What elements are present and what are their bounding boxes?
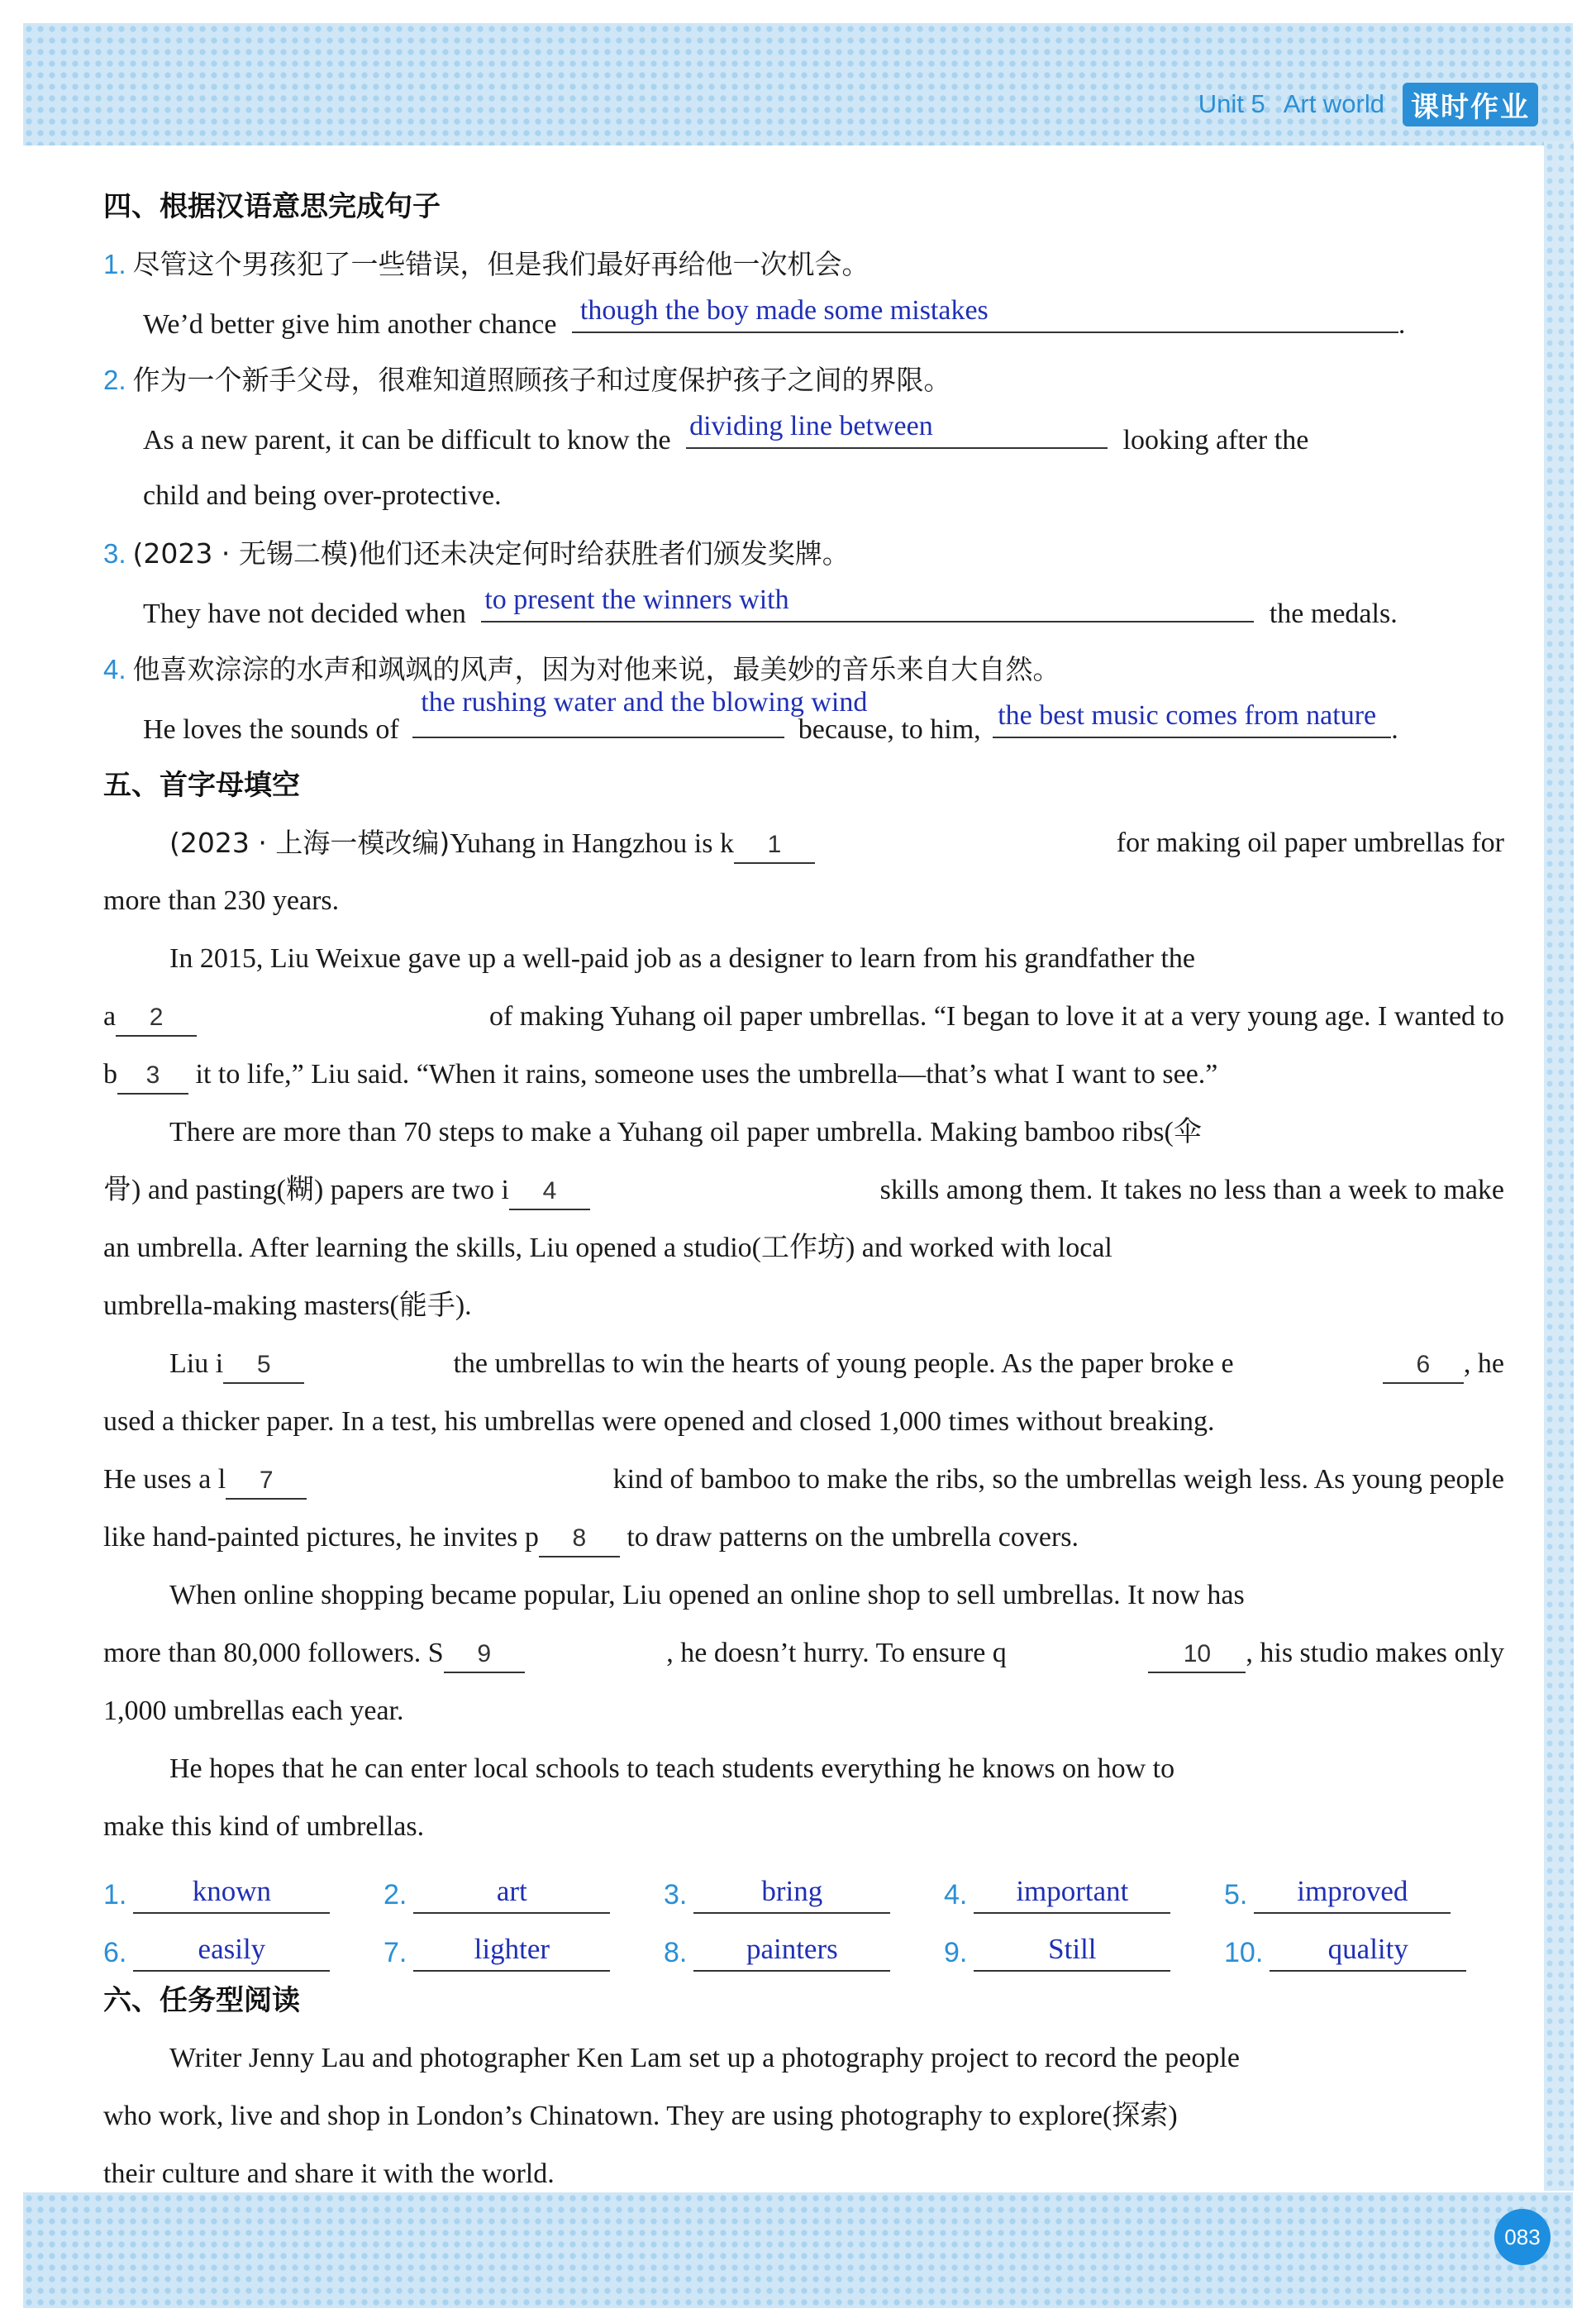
p4-line3: He uses a l 7 kind of bamboo to make the ribs, so the umbrellas weigh less. As young people [103, 1451, 1504, 1509]
q4-chinese: 4. 他喜欢淙淙的水声和飒飒的风声，因为对他来说，最美妙的音乐来自大自然。 [103, 653, 1060, 685]
p1-line2: more than 230 years. [103, 885, 340, 916]
q4-english: He loves the sounds of the rushing water and the blowing wind because, to him, the best music comes from nature . [143, 687, 1398, 745]
bottom-dotted-border [23, 2192, 1573, 2308]
p2-line3: b 3 it to life,” Liu said. “When it rains, someone uses the umbrella—that’s what I want to see.” [103, 1046, 1504, 1104]
answer-cell-10: 10. quality [1224, 1929, 1504, 1972]
q3-answer-blank[interactable] [481, 583, 1254, 622]
answer-cell-2: 2. art [384, 1871, 664, 1914]
answer-cell-7: 7. lighter [384, 1929, 664, 1972]
s6-line2: who work, live and shop in London’s Chinatown. They are using photography to explore(探索) [103, 2101, 1178, 2131]
answer-cell-9: 9. Still [944, 1929, 1224, 1972]
p4-line2: used a thicker paper. In a test, his umbrellas were opened and closed 1,000 times without breaking. [103, 1406, 1215, 1437]
answer-2[interactable]: art [413, 1871, 610, 1914]
brand-logo: 课时作业 [1403, 83, 1538, 126]
q4-answer-2: the best music comes from nature [998, 700, 1377, 731]
answer-row-2 [103, 1914, 1504, 1972]
answer-cell-3: 3. bring [664, 1871, 944, 1914]
answer-3[interactable]: bring [693, 1871, 890, 1914]
answer-6[interactable]: easily [133, 1929, 330, 1972]
q3-answer: to present the winners with [484, 584, 789, 615]
page-content [103, 178, 1504, 2203]
answer-row-1 [103, 1856, 1504, 1914]
answer-cell-8: 8. painters [664, 1929, 944, 1972]
q4-answer-1: the rushing water and the blowing wind [421, 687, 868, 718]
q2-answer-blank[interactable] [686, 409, 1108, 449]
answer-cell-5: 5. improved [1224, 1871, 1504, 1914]
blank-4[interactable]: 4 [509, 1172, 590, 1210]
q3-chinese: 3. (2023 · 无锡二模)他们还未决定何时给获胜者们颁发奖牌。 [103, 537, 850, 570]
s6-line3: their culture and share it with the world. [103, 2158, 555, 2189]
page-header [1198, 81, 1538, 127]
blank-1[interactable]: 1 [734, 826, 815, 864]
answer-5[interactable]: improved [1254, 1871, 1451, 1914]
p6-line1: He hopes that he can enter local schools to teach students everything he knows on how to [169, 1753, 1175, 1784]
answer-7[interactable]: lighter [413, 1929, 610, 1972]
s6-line1: Writer Jenny Lau and photographer Ken Lam set up a photography project to record the people [169, 2043, 1240, 2073]
q4-answer-blank-1[interactable] [412, 687, 868, 738]
q2-english-cont: child and being over-protective. [143, 480, 502, 511]
q1-answer: though the boy made some mistakes [579, 295, 989, 326]
q3-english: They have not decided when to present the winners with the medals. [143, 584, 1398, 629]
p4-line1: Liu i 5 the umbrellas to win the hearts of young people. As the paper broke e 6 , he [103, 1335, 1504, 1393]
q2-english: As a new parent, it can be difficult to know the dividing line between looking after the [143, 411, 1309, 456]
p3-line4: umbrella-making masters(能手). [103, 1290, 472, 1321]
section-4-title: 四、根据汉语意思完成句子 [103, 190, 441, 223]
page-number: 083 [1494, 2209, 1551, 2265]
answer-4[interactable]: important [974, 1871, 1170, 1914]
p3-line3: an umbrella. After learning the skills, Liu opened a studio(工作坊) and worked with local [103, 1233, 1112, 1263]
p6-line2: make this kind of umbrellas. [103, 1811, 425, 1842]
section-6-title: 六、任务型阅读 [103, 1984, 300, 2017]
blank-10[interactable]: 10 [1148, 1635, 1246, 1673]
unit-label: Unit 5 [1198, 89, 1265, 118]
answer-8[interactable]: painters [693, 1929, 890, 1972]
section-5-title: 五、首字母填空 [103, 769, 300, 802]
q2-chinese: 2. 作为一个新手父母，很难知道照顾孩子和过度保护孩子之间的界限。 [103, 364, 951, 396]
answer-1[interactable]: known [133, 1871, 330, 1914]
p3-line1: There are more than 70 steps to make a Yuhang oil paper umbrella. Making bamboo ribs(伞 [169, 1117, 1202, 1147]
q1-english: We’d better give him another chance though the boy made some mistakes . [143, 295, 1406, 340]
q1-answer-blank[interactable] [572, 293, 1398, 333]
theme-label: Art world [1283, 89, 1384, 118]
q4-answer-blank-2[interactable] [993, 699, 1391, 738]
p2-line2: a 2 of making Yuhang oil paper umbrellas. “I began to love it at a very young age. I wanted to [103, 988, 1504, 1046]
answer-cell-6: 6. easily [103, 1929, 384, 1972]
q1-chinese: 1. 尽管这个男孩犯了一些错误，但是我们最好再给他一次机会。 [103, 248, 869, 280]
blank-2[interactable]: 2 [116, 999, 197, 1037]
p1-line1: (2023 · 上海一模改编)Yuhang in Hangzhou is k 1 for making oil paper umbrellas for [103, 814, 1504, 872]
p2-line1: In 2015, Liu Weixue gave up a well-paid job as a designer to learn from his grandfather the [169, 943, 1196, 974]
blank-7[interactable]: 7 [226, 1462, 307, 1500]
p5-line3: 1,000 umbrellas each year. [103, 1696, 404, 1726]
blank-3[interactable]: 3 [117, 1057, 188, 1095]
blank-5[interactable]: 5 [223, 1346, 304, 1384]
answer-cell-4: 4. important [944, 1871, 1224, 1914]
blank-6[interactable]: 6 [1383, 1346, 1464, 1384]
blank-9[interactable]: 9 [444, 1635, 525, 1673]
right-dotted-border [1544, 141, 1574, 2191]
blank-8[interactable]: 8 [539, 1519, 620, 1557]
p5-line1: When online shopping became popular, Liu opened an online shop to sell umbrellas. It now has [169, 1580, 1245, 1610]
q2-answer: dividing line between [689, 411, 933, 441]
answer-10[interactable]: quality [1270, 1929, 1466, 1972]
p3-line2: 骨) and pasting(糊) papers are two i 4 skills among them. It takes no less than a week to make [103, 1162, 1504, 1219]
answer-cell-1: 1. known [103, 1871, 384, 1914]
p5-line2: more than 80,000 followers. S 9 , he doesn’t hurry. To ensure q 10 , his studio makes only [103, 1624, 1504, 1682]
p4-line4: like hand-painted pictures, he invites p 8 to draw patterns on the umbrella covers. [103, 1509, 1504, 1567]
answer-9[interactable]: Still [974, 1929, 1170, 1972]
